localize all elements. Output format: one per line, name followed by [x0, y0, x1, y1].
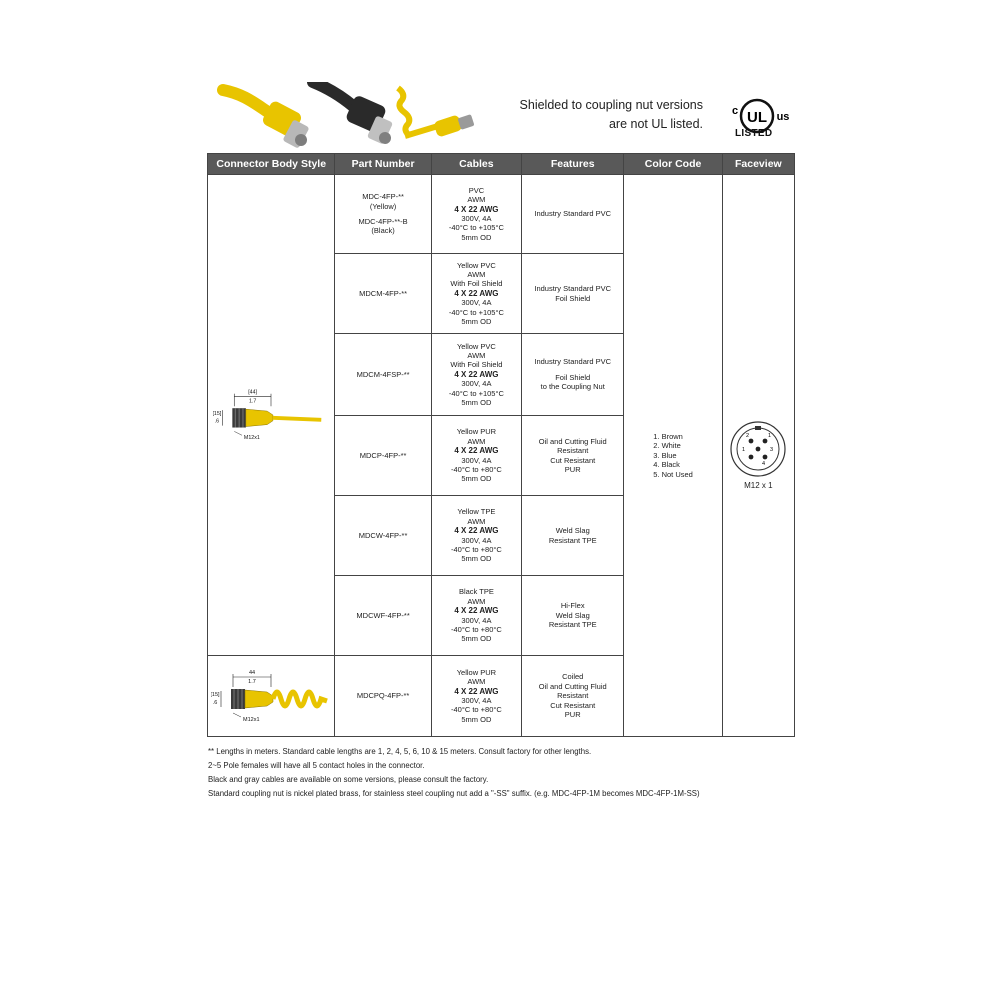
cable-spec-cell [431, 175, 521, 254]
features-cell-line: Industry Standard PVC [534, 284, 612, 294]
ul-note-line-2: are not UL listed. [608, 117, 703, 131]
features-cell-line: PUR [564, 464, 581, 474]
cable-spec-cell-line: 4 X 22 AWG [454, 288, 499, 298]
svg-text:1: 1 [742, 447, 746, 454]
cable-spec-cell-line: PVC [468, 185, 485, 195]
cable-spec-cell-line: AWM [467, 195, 486, 205]
color-code-item: 1. Brown [653, 431, 683, 441]
cable-spec-cell-line: 4 X 22 AWG [454, 369, 499, 379]
cable-spec-cell-line: 5mm OD [461, 398, 492, 408]
dimension-length-mm: 44 [249, 669, 256, 676]
faceview-pinout-diagram [729, 420, 787, 478]
color-code-item: 5. Not Used [653, 469, 693, 479]
features-cell [522, 576, 624, 656]
cable-spec-cell-line: With Foil Shield [450, 360, 503, 370]
cable-spec-cell-line: -40°C to +80°C [450, 705, 502, 715]
cable-spec-cell-line: 300V, 4A [461, 615, 492, 625]
features-cell-line: Foil Shield [555, 293, 591, 303]
cable-spec-cell-line: AWM [467, 677, 486, 687]
cable-spec-cell [431, 656, 521, 737]
cable-spec-cell-line: 300V, 4A [461, 298, 492, 308]
cable-spec-cell-line: 5mm OD [461, 474, 492, 484]
faceview-wrap [723, 420, 794, 490]
cable-spec-cell [431, 576, 521, 656]
ul-listed-text: LISTED [735, 128, 773, 139]
dimension-length-in: 1.7 [248, 678, 257, 685]
ul-note-line-1: Shielded to coupling nut versions [519, 98, 703, 112]
cable-spec-cell-line: -40°C to +105°C [448, 307, 504, 317]
dimension-diameter-mm: [15] [211, 691, 220, 698]
cable-spec-cell-line: AWM [467, 269, 486, 279]
ul-listed-logo [721, 92, 793, 148]
cable-spec-cell-line: 300V, 4A [461, 696, 492, 705]
features-cell-line: to the Coupling Nut [540, 382, 605, 392]
ul-logo-ul-text: UL [747, 109, 767, 126]
cable-spec-cell-line: 4 X 22 AWG [454, 526, 499, 536]
dimension-diameter-mm: [15] [213, 410, 222, 417]
part-number-cell-line: MDCP-4FP-** [359, 450, 407, 460]
ul-logo-us-text: us [776, 111, 790, 123]
cable-spec-cell [431, 334, 521, 416]
part-number-cell [335, 175, 431, 254]
footnote: Black and gray cables are available on some versions, please consult the factory. [208, 775, 489, 784]
part-number-cell-line: MDCM-4FSP-** [356, 369, 410, 379]
cable-spec-cell-line: With Foil Shield [450, 279, 503, 289]
cable-spec-cell-line: -40°C to +80°C [450, 464, 502, 474]
cable-spec-cell-line: 4 X 22 AWG [454, 606, 499, 616]
thread-label: M12x1 [243, 716, 260, 723]
features-cell [522, 496, 624, 576]
part-number-cell-line: MDCPQ-4FP-** [356, 691, 410, 701]
cable-spec-cell-line: -40°C to +105°C [448, 388, 504, 398]
connector-drawing [211, 665, 331, 725]
cable-spec-cell-line: 300V, 4A [461, 379, 492, 389]
features-cell-line: Cut Resistant [550, 455, 596, 465]
part-number-cell-line: (Black) [371, 226, 395, 236]
features-cell-line: Weld Slag [555, 526, 590, 536]
cable-photo [213, 82, 513, 148]
part-number-cell-line: MDCW-4FP-** [358, 530, 408, 540]
column-header: Features [522, 154, 624, 175]
svg-text:2: 2 [746, 433, 750, 440]
column-header: Faceview [722, 154, 794, 175]
cable-spec-cell-line: 4 X 22 AWG [454, 204, 499, 214]
cable-spec-cell-line: 5mm OD [461, 232, 492, 242]
cable-spec-cell-line: Yellow PUR [456, 427, 497, 437]
cable-spec-cell-line: AWM [467, 436, 486, 446]
color-code-item: 4. Black [653, 460, 680, 470]
features-cell-line: Industry Standard PVC [534, 209, 612, 219]
color-code-item: 2. White [653, 441, 681, 451]
part-number-cell-line: MDCWF-4FP-** [356, 610, 410, 620]
part-number-cell [335, 416, 431, 496]
svg-text:1: 1 [768, 433, 772, 440]
cable-spec-cell-line: 4 X 22 AWG [454, 446, 499, 456]
features-cell-line: Oil and Cutting Fluid [538, 681, 607, 691]
svg-text:4: 4 [762, 461, 766, 468]
table-row [208, 175, 795, 254]
features-cell-line: Resistant TPE [548, 535, 597, 545]
dimension-diameter-in: .6 [214, 418, 220, 425]
cable-spec-cell-line: -40°C to +80°C [450, 624, 502, 634]
color-code-cell [624, 175, 722, 737]
cable-spec-cell-line: 5mm OD [461, 634, 492, 644]
connector-spec-table [207, 153, 795, 737]
footnote: Standard coupling nut is nickel plated brass, for stainless steel coupling nut add a "-SS" suffix. (e.g. MDC-4FP-1M becomes MDC-4FP-1M-SS) [208, 789, 700, 798]
color-code-list [653, 432, 693, 479]
cable-spec-cell-line: 5mm OD [461, 317, 492, 327]
dimension-length-mm: [44] [248, 389, 258, 396]
part-number-cell-line: MDCM-4FP-** [359, 288, 408, 298]
column-header: Connector Body Style [208, 154, 335, 175]
faceview-label: M12 x 1 [744, 481, 773, 491]
features-cell-line: Industry Standard PVC [534, 357, 612, 367]
cable-spec-cell [431, 496, 521, 576]
cable-spec-cell-line: 4 X 22 AWG [454, 686, 499, 696]
svg-text:3: 3 [770, 447, 774, 454]
cable-spec-cell [431, 416, 521, 496]
cable-spec-cell-line: -40°C to +105°C [448, 223, 504, 233]
ul-logo-c-text: c [731, 105, 739, 117]
part-number-cell-line: (Yellow) [369, 201, 397, 211]
features-cell-line: Resistant [557, 691, 589, 701]
cable-spec-cell-line: 300V, 4A [461, 535, 492, 545]
features-cell-line: Oil and Cutting Fluid [538, 436, 607, 446]
column-header: Part Number [335, 154, 431, 175]
cable-spec-cell-line: 300V, 4A [461, 214, 492, 223]
part-number-cell-line: MDC-4FP-**-B [358, 217, 408, 226]
part-number-cell [335, 496, 431, 576]
footnote: 2~5 Pole females will have all 5 contact holes in the connector. [208, 761, 425, 770]
part-number-cell [335, 334, 431, 416]
cable-spec-cell-line: Black TPE [458, 587, 494, 597]
column-header: Cables [431, 154, 521, 175]
cable-spec-cell-line: 5mm OD [461, 714, 492, 724]
cable-spec-cell-line: AWM [467, 516, 486, 526]
cable-spec-cell-line: 300V, 4A [461, 455, 492, 465]
features-cell [522, 334, 624, 416]
color-code-item: 3. Blue [653, 450, 677, 460]
header-banner [213, 82, 795, 148]
part-number-cell-line: MDC-4FP-** [362, 192, 404, 202]
connector-drawing [213, 384, 329, 444]
ul-note [503, 96, 703, 134]
features-cell-line: Coiled [562, 672, 584, 682]
part-number-cell [335, 656, 431, 737]
cable-spec-cell [431, 254, 521, 334]
features-cell-line: Hi-Flex [560, 601, 585, 611]
features-cell [522, 416, 624, 496]
cable-spec-cell-line: 5mm OD [461, 554, 492, 564]
dimension-diameter-in: .6 [212, 699, 218, 706]
cable-spec-cell-line: AWM [467, 596, 486, 606]
footnotes [208, 745, 808, 801]
features-cell [522, 254, 624, 334]
features-cell-line: PUR [564, 710, 581, 720]
cable-spec-cell-line: Yellow TPE [457, 507, 496, 517]
cable-spec-cell-line: -40°C to +80°C [450, 544, 502, 554]
features-cell [522, 175, 624, 254]
dimension-length-in: 1.7 [249, 398, 257, 405]
features-cell-line: Weld Slag [555, 610, 590, 620]
cable-spec-cell-line: Yellow PUR [456, 667, 497, 677]
connector-body-drawing-cell [208, 175, 335, 656]
features-cell-line: Resistant [557, 446, 589, 456]
connector-body-drawing-cell [208, 656, 335, 737]
features-cell-line: Foil Shield [555, 372, 591, 382]
features-cell-line: Cut Resistant [550, 700, 596, 710]
cable-spec-cell-line: Yellow PVC [456, 341, 496, 351]
features-cell-line: Resistant TPE [548, 620, 597, 630]
cable-spec-cell-line: Yellow PVC [456, 260, 496, 270]
features-cell [522, 656, 624, 737]
part-number-cell [335, 576, 431, 656]
thread-label: M12x1 [244, 434, 261, 441]
column-header: Color Code [624, 154, 722, 175]
faceview-cell [722, 175, 794, 737]
part-number-cell [335, 254, 431, 334]
cable-spec-cell-line: AWM [467, 350, 486, 360]
table-header-row [208, 154, 795, 175]
footnote: ** Lengths in meters. Standard cable lengths are 1, 2, 4, 5, 6, 10 & 15 meters. Consult factory for other lengths. [208, 747, 592, 756]
